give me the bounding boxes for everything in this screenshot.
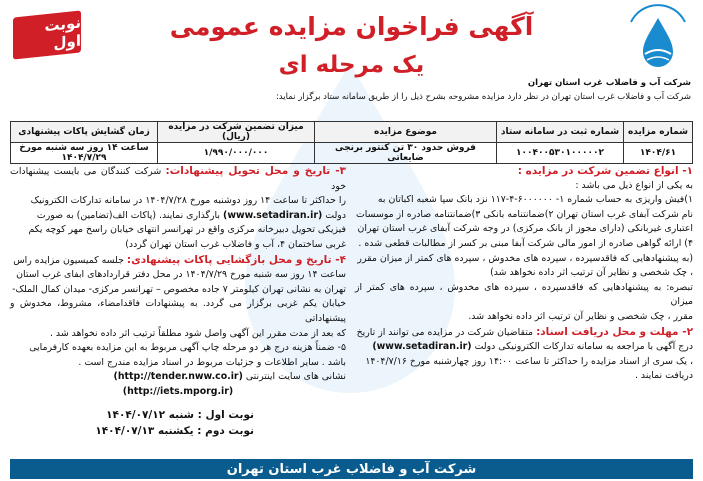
table-row: [11, 143, 693, 164]
table-header-row: [11, 122, 693, 143]
second-publication-date: نوبت دوم : یکشنبه ۱۴۰۴/۰۷/۱۳: [95, 425, 254, 437]
cell-opening-time: ساعت ۱۴ روز سه شنبه مورخ ۱۴۰۴/۷/۲۹: [11, 143, 158, 164]
footer-bar: [10, 459, 693, 479]
section4-text: جلسه کمیسیون مزایده راس: [13, 254, 124, 266]
section4-text: ساعت ۱۴ روز سه شنبه مورخ ۱۴۰۴/۷/۲۹ در محل دفتر قراردادهای ابفای غرب استان: [16, 269, 346, 281]
section2-text: ، یک سری از اسناد مزایده را حداکثر تا ساعت ۱۴:۰۰ روز چهارشنبه مورخ ۱۴۰۴/۷/۱۶: [365, 355, 693, 367]
iets-link[interactable]: (http://iets.mporg.ir): [122, 385, 234, 397]
publication-dates: [14, 407, 254, 439]
setadiran-link[interactable]: (www.setadiran.ir): [372, 341, 472, 353]
page-title: آگهی فراخوان مزایده عمومی: [169, 12, 534, 41]
section5-text: باشد . سایر اطلاعات و جزئیات مربوط در اسناد مزایده مندرج است .: [78, 356, 346, 368]
col-setad-number: شماره ثبت در سامانه ستاد: [497, 122, 624, 143]
cell-subject: فروش حدود ۳۰ تن کنتور برنجی ضایعاتی: [315, 143, 497, 164]
section2-text: دریافت نمایند .: [634, 370, 693, 382]
section1-line: نام شرکت آبفای غرب استان تهران ۲)ضمانتنامه بانکی ۳)ضمانتنامه صادره از موسسات: [355, 208, 693, 220]
auction-table: [10, 121, 693, 164]
cell-auction-number: ۱۴۰۴/۶۱: [624, 143, 693, 164]
tender-link[interactable]: (http://tender.nww.co.ir): [113, 371, 243, 383]
section1-line: تبصره: به پیشنهادهایی که فاقدسپرده ، سپرده های مخدوش ، سپرده های کمتر از میزان: [355, 281, 693, 308]
setadiran-link[interactable]: (www.setadiran.ir): [223, 209, 323, 221]
section3-text: دولت: [325, 209, 346, 221]
first-publication-date: نوبت اول : شنبه ۱۴۰۴/۰۷/۱۲: [106, 409, 254, 421]
section1-line: ۴) ارائه گواهی صادره از امور مالی شرکت آبفا مبنی بر کسر از مطالبات قطعی شده .: [358, 237, 693, 249]
section3-text: شرکت کنندگان می بایست پیشنهادات خود: [10, 166, 346, 192]
section1-line: ۱)فیش واریزی به حساب شماره ۱- ۶۰۰۰۰۰۰-۴-۱۱۷ نزد بانک سپا شعبه اکباتان به: [377, 194, 693, 206]
section4-text: خیابان یکم غربی برگزار می گردد. به پیشنهادات فاقدامضاء، مشروط، مخدوش و پیشنهاداتی: [10, 298, 346, 324]
section2-text: درج آگهی با مراجعه به سامانه تدارکات الکترونیکی دولت: [474, 341, 693, 353]
section3-text: بارگذاری نمایند. (پاکات الف(تضامین) به صورت: [36, 209, 221, 221]
section3-text: را حداکثر تا ساعت ۱۴ روز دوشنبه مورخ ۱۴۰۴/۷/۲۸ در سامانه تدارکات الکترونیک: [30, 195, 346, 207]
col-opening-time: زمان گشایش پاکات پیشنهادی: [11, 122, 158, 143]
section5-text: ۵- ضمناً هزینه درج هر دو مرحله چاپ آگهی مربوط به این مزایده بعهده کارفرمایی: [29, 342, 346, 354]
section1-line: به یکی از انواع ذیل می باشد :: [575, 179, 693, 191]
col-guarantee: میزان تضمین شرکت در مزایده (ریال): [158, 122, 315, 143]
section5-text: نشانی های سایت اینترنتی: [245, 371, 346, 383]
section3-heading: ۳- تاریخ و محل تحویل پیشنهادات:: [165, 165, 346, 177]
left-column: [10, 164, 346, 400]
section4-text: که بعد از مدت مقرر این آگهی واصل شود مطلقاً ترتیب اثر داده نخواهد شد .: [49, 327, 346, 339]
section1-line: (به پیشنهادهایی که فاقدسپرده ، سپرده های مخدوش ، سپرده های کمتر از میزان مقرر: [357, 252, 693, 264]
cell-guarantee: ۱/۹۹۰/۰۰۰/۰۰۰: [158, 143, 315, 164]
org-name-small: شرکت آب و فاضلاب غرب استان تهران: [527, 78, 691, 88]
page-subtitle: یک مرحله ای: [278, 52, 425, 78]
cell-setad-number: ۱۰۰۴۰۰۵۳۰۱۰۰۰۰۰۲: [497, 143, 624, 164]
intro-text: شرکت آب و فاضلاب غرب استان تهران در نظر دارد مزایده مشروحه بشرح ذیل را از طریق سامانه ستاد برگزار نماید:: [275, 92, 691, 102]
section1-line: اعتباری غیربانکی (دارای مجوز از بانک مرکزی) در وجه شرکت آبفای غرب استان تهران: [357, 223, 693, 235]
badge-label: نوبت اول: [44, 13, 81, 53]
section3-text: غربی ساختمان ۴، آب و فاضلاب غرب استان تهران گردد): [125, 238, 346, 250]
footer-org-name: شرکت آب و فاضلاب غرب استان تهران: [226, 461, 477, 477]
section1-heading: ۱- انواع تضمین شرکت در مزایده :: [517, 165, 693, 177]
section1-line: ، چک شخصی و نظایر آن ترتیب اثر داده نخواهد شد): [490, 267, 693, 279]
col-auction-number: شماره مزایده: [624, 122, 693, 143]
col-subject: موضوع مزایده: [315, 122, 497, 143]
section2-heading: ۲- مهلت و محل دریافت اسناد:: [536, 325, 693, 338]
section2-text: متقاضیان شرکت در مزایده می توانند از تاریخ: [356, 326, 534, 338]
section4-heading: ۴- تاریخ و محل بازگشایی پاکات پیشنهادی:: [126, 253, 346, 266]
section3-text: فیزیکی تحویل دبیرخانه مرکزی واقع در تهرانسر انتهای خیابان راسخ مهر کوچه یکم: [28, 224, 346, 236]
section4-text: تهران به نشانی تهران کیلومتر ۷ جاده مخصوص – تهرانسر مرکزی- میدان کمال الملک-: [12, 283, 346, 295]
section1-line: مقرر ، چک شخصی و نظایر آن ترتیب اثر داده نخواهد شد.: [468, 310, 693, 322]
right-column: [355, 164, 693, 384]
